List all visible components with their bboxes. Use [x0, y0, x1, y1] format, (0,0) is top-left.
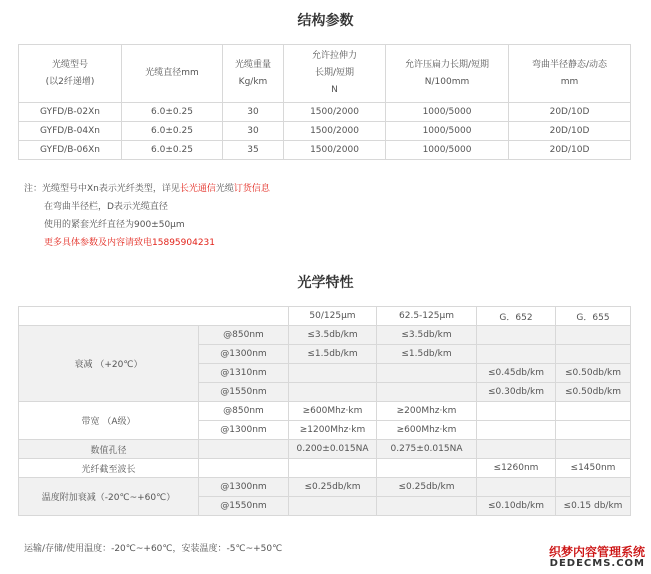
table-row: 衰减 （+20℃） @850nm ≤3.5db/km ≤3.5db/km	[19, 326, 631, 345]
col-header-62-125: 62.5-125μm	[377, 307, 477, 326]
note-line-1: 注：光缆型号中Xn表示光纤类型，详见长光通信光缆订货信息	[24, 184, 270, 194]
wavelength-label: @1550nm	[199, 497, 289, 516]
link-order-info[interactable]: 订货信息	[233, 184, 270, 194]
cell-diameter: 6.0±0.25	[122, 141, 223, 160]
temperature-attenuation-label: 温度附加衰减（-20℃~+60℃）	[19, 478, 199, 516]
cell-crush: 1000/5000	[386, 141, 509, 160]
cell-diameter: 6.0±0.25	[122, 122, 223, 141]
note-line-2: 在弯曲半径栏，D表示光缆直径	[44, 202, 168, 212]
optical-table	[18, 306, 631, 516]
cell-crush: 1000/5000	[386, 103, 509, 122]
wavelength-label: @1550nm	[199, 383, 289, 402]
wavelength-label: @1310nm	[199, 364, 289, 383]
optical-title: 光学特性	[297, 275, 354, 291]
cell-weight: 30	[223, 103, 284, 122]
watermark-logo: 织梦内容管理系统 DEDECMS.COM	[548, 545, 645, 569]
cell-diameter: 6.0±0.25	[122, 103, 223, 122]
structure-table	[18, 44, 631, 160]
table-row: @1550nm ≤0.10db/km ≤0.15 db/km	[19, 497, 631, 516]
wavelength-label: @850nm	[199, 402, 289, 421]
structure-title: 结构参数	[297, 13, 354, 29]
cell-crush: 1000/5000	[386, 122, 509, 141]
cutoff-wavelength-label: 光纤截至波长	[19, 459, 199, 478]
table-row: 数值孔径 0.200±0.015NA 0.275±0.015NA	[19, 440, 631, 459]
cell-tensile: 1500/2000	[284, 103, 386, 122]
table-row: 光纤截至波长 ≤1260nm ≤1450nm	[19, 459, 631, 478]
header-model: 光缆型号 (以2纤递增)	[19, 45, 122, 103]
table-row: @1300nm ≥1200Mhz·km ≥600Mhz·km	[19, 421, 631, 440]
numerical-aperture-label: 数值孔径	[19, 440, 199, 459]
note-line-3: 使用的紧套光纤直径为900±50μm	[44, 220, 185, 230]
wavelength-label: @1300nm	[199, 478, 289, 497]
cell-tensile: 1500/2000	[284, 122, 386, 141]
col-header-50-125: 50/125μm	[289, 307, 377, 326]
header-diameter: 光缆直径mm	[122, 45, 223, 103]
temperature-note: 运输/存储/使用温度：-20℃~+60℃，安装温度：-5℃~+50℃	[24, 544, 283, 554]
link-changguang[interactable]: 长光通信	[179, 184, 216, 194]
bandwidth-label: 带宽 （A级）	[19, 402, 199, 440]
cell-bend: 20D/10D	[509, 122, 631, 141]
wavelength-label: @1300nm	[199, 421, 289, 440]
table-row: @1300nm ≤1.5db/km ≤1.5db/km	[19, 345, 631, 364]
table-row: 带宽 （A级） @850nm ≥600Mhz·km ≥200Mhz·km	[19, 402, 631, 421]
cell-weight: 30	[223, 122, 284, 141]
header-tensile: 允许拉伸力 长期/短期 N	[284, 45, 386, 103]
cell-weight: 35	[223, 141, 284, 160]
table-row	[19, 103, 631, 122]
notes	[24, 180, 270, 252]
wavelength-label: @850nm	[199, 326, 289, 345]
cell-bend: 20D/10D	[509, 141, 631, 160]
phone-number[interactable]: 15895904231	[152, 238, 216, 248]
table-row: @1310nm ≤0.45db/km ≤0.50db/km	[19, 364, 631, 383]
cell-model: GYFD/B-04Xn	[19, 122, 122, 141]
wavelength-label: @1300nm	[199, 345, 289, 364]
header-bend: 弯曲半径静态/动态 mm	[509, 45, 631, 103]
table-row	[19, 141, 631, 160]
cell-bend: 20D/10D	[509, 103, 631, 122]
header-weight: 光缆重量 Kg/km	[223, 45, 284, 103]
table-row: 温度附加衰减（-20℃~+60℃） @1300nm ≤0.25db/km ≤0.25db/km	[19, 478, 631, 497]
structure-header-row	[19, 45, 631, 103]
note-line-4: 更多具体参数及内容请致电15895904231	[44, 238, 216, 248]
header-crush: 允许压扁力长期/短期 N/100mm	[386, 45, 509, 103]
col-header-g652: G．652	[477, 307, 556, 326]
cell-model: GYFD/B-06Xn	[19, 141, 122, 160]
table-row: @1550nm ≤0.30db/km ≤0.50db/km	[19, 383, 631, 402]
table-row	[19, 122, 631, 141]
cell-model: GYFD/B-02Xn	[19, 103, 122, 122]
col-header-g655: G．655	[556, 307, 631, 326]
cell-tensile: 1500/2000	[284, 141, 386, 160]
optical-header-row	[19, 307, 631, 326]
attenuation-label: 衰减 （+20℃）	[19, 326, 199, 402]
